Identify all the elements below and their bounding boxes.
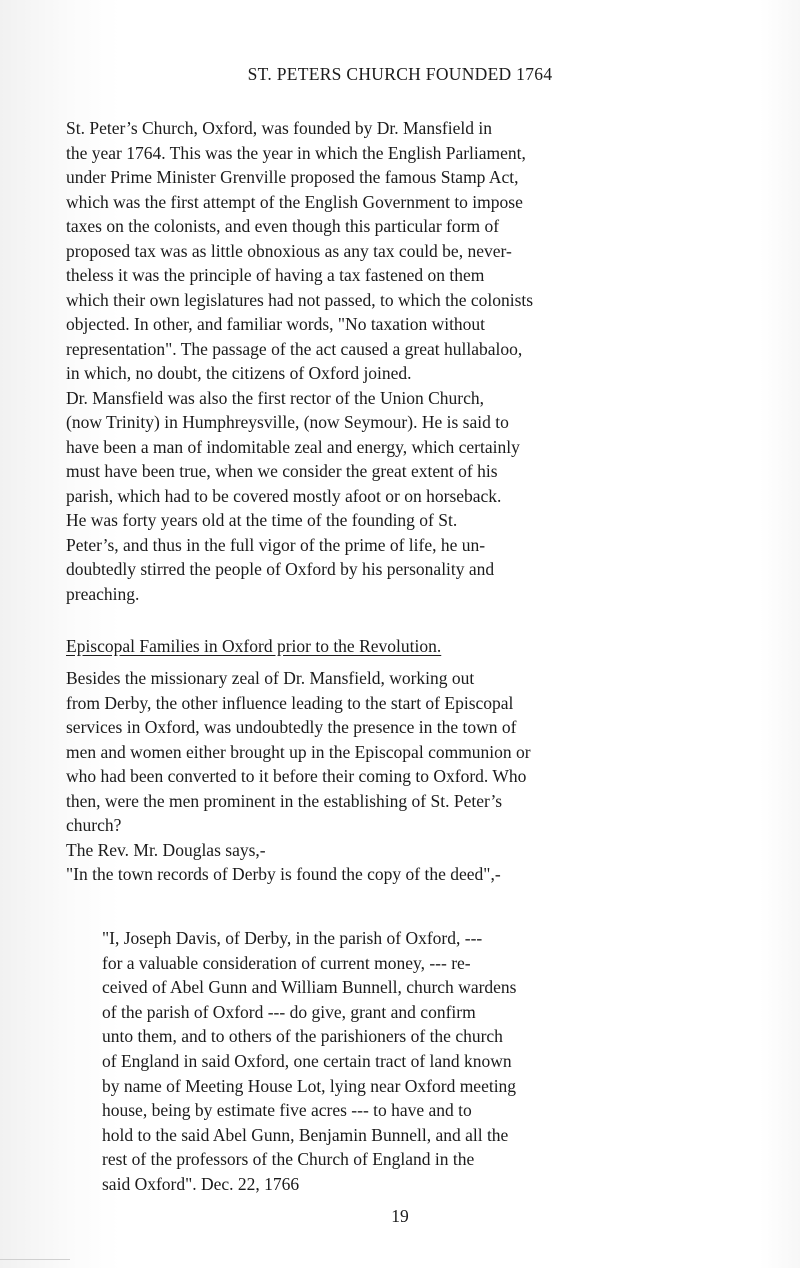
quote-line: of the parish of Oxford --- do give, grant and confirm [102, 1001, 476, 1022]
text-line: preaching. [66, 583, 140, 604]
text-line: under Prime Minister Grenville proposed the famous Stamp Act, [66, 167, 519, 187]
text-line: "In the town records of Derby is found the copy of the deed",- [66, 864, 501, 884]
text-line: representation". The passage of the act caused a great hullabaloo, [66, 338, 523, 359]
quote-line: "I, Joseph Davis, of Derby, in the parish of Oxford, --- [102, 928, 483, 948]
text-line: (now Trinity) in Humphreysville, (now Seymour). He is said to [66, 412, 509, 432]
text-line: church? [66, 815, 122, 835]
text-line: proposed tax was as little obnoxious as any tax could be, never- [66, 240, 512, 261]
text-line: from Derby, the other influence leading to the start of Episcopal [66, 692, 514, 713]
quote-line: rest of the professors of the Church of England in the [102, 1149, 475, 1170]
quote-line: of England in said Oxford, one certain tract of land known [102, 1050, 512, 1071]
text-line: Dr. Mansfield was also the first rector of the Union Church, [66, 387, 484, 408]
quoted-deed-block [102, 926, 517, 1197]
text-line: doubtedly stirred the people of Oxford by his personality and [66, 559, 495, 579]
quote-line: by name of Meeting House Lot, lying near Oxford meeting [102, 1075, 517, 1096]
quote-line: said Oxford". Dec. 22, 1766 [102, 1173, 300, 1194]
text-line: then, were the men prominent in the establishing of St. Peter’s [66, 790, 503, 811]
text-line: have been a man of indomitable zeal and energy, which certainly [66, 436, 520, 457]
text-line: services in Oxford, was undoubtedly the presence in the town of [66, 717, 517, 737]
text-line: must have been true, when we consider the great extent of his [66, 461, 498, 481]
page-title: ST. PETERS CHURCH FOUNDED 1764 [247, 64, 553, 84]
text-line: the year 1764. This was the year in which the English Parliament, [66, 142, 526, 163]
quote-line: house, being by estimate five acres --- to have and to [102, 1100, 472, 1121]
quote-line: for a valuable consideration of current money, --- re- [102, 952, 471, 973]
text-line: which was the first attempt of the English Government to impose [66, 191, 523, 212]
intro-text-block [66, 116, 533, 606]
page-edge-mark [0, 1259, 70, 1260]
text-line: Peter’s, and thus in the full vigor of the prime of life, he un- [66, 534, 486, 555]
text-line: Besides the missionary zeal of Dr. Mansfield, working out [66, 668, 475, 688]
page-number: 19 [391, 1206, 409, 1226]
text-line: parish, which had to be covered mostly afoot or on horseback. [66, 485, 502, 506]
text-line: men and women either brought up in the Episcopal communion or [66, 741, 531, 762]
text-line: The Rev. Mr. Douglas says,- [66, 839, 266, 860]
quote-line: hold to the said Abel Gunn, Benjamin Bunnell, and all the [102, 1124, 509, 1145]
text-line: who had been converted to it before their coming to Oxford. Who [66, 766, 527, 786]
quote-line: ceived of Abel Gunn and William Bunnell, church wardens [102, 977, 517, 998]
text-line: He was forty years old at the time of the founding of St. [66, 510, 458, 530]
text-line: which their own legislatures had not passed, to which the colonists [66, 289, 534, 310]
quote-line: unto them, and to others of the parishioners of the church [102, 1026, 503, 1047]
text-line: in which, no doubt, the citizens of Oxford joined. [66, 363, 412, 383]
text-line: taxes on the colonists, and even though this particular form of [66, 216, 500, 236]
text-line: St. Peter’s Church, Oxford, was founded by Dr. Mansfield in [66, 118, 492, 138]
section-heading: Episcopal Families in Oxford prior to the Revolution. [66, 636, 442, 656]
section-text-block [66, 666, 531, 887]
text-line: theless it was the principle of having a tax fastened on them [66, 265, 485, 285]
text-line: objected. In other, and familiar words, "No taxation without [66, 314, 486, 334]
